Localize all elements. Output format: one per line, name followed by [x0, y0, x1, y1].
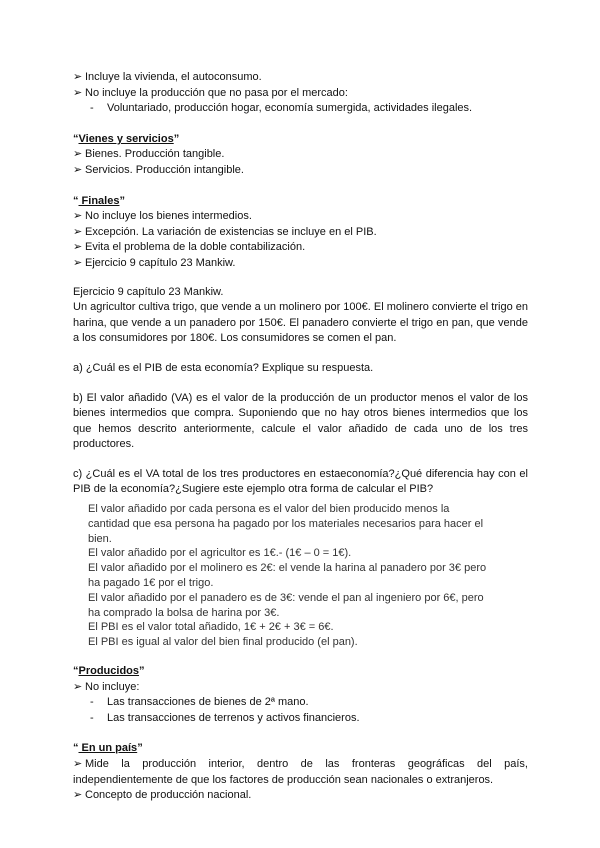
arrow-bullet-icon: ➢: [73, 163, 83, 176]
arrow-bullet-icon: ➢: [73, 256, 83, 269]
answer-line: El PBI es igual al valor del bien final producido (el pan).: [88, 636, 358, 649]
answer-line: El valor añadido por el panadero es de 3€: vende el pan al ingeniero por 6€, pero: [88, 591, 484, 604]
document-page: [73, 70, 528, 804]
list-item: ➢ Servicios. Producción intangible.: [73, 163, 528, 179]
list-item: ➢ Evita el problema de la doble contabilización.: [73, 240, 528, 256]
section-heading-bienes: “Vienes y servicios”: [73, 132, 180, 145]
arrow-bullet-icon: ➢: [73, 210, 83, 223]
arrow-bullet-icon: ➢: [73, 758, 83, 770]
list-item: ➢ No incluye:: [73, 680, 528, 696]
list-item: ➢ Ejercicio 9 capítulo 23 Mankiw.: [73, 256, 528, 272]
arrow-bullet-icon: ➢: [73, 225, 83, 238]
sub-list-item: - Las transacciones de terrenos y activos financieros.: [90, 711, 360, 724]
sub-list-item: - Las transacciones de bienes de 2ª mano.: [90, 696, 309, 709]
arrow-bullet-icon: ➢: [73, 86, 83, 99]
section-heading-finales: “ Finales”: [73, 194, 125, 207]
list-item: ➢ Bienes. Producción tangible.: [73, 147, 528, 163]
answer-line: El PBI es el valor total añadido, 1€ + 2€ + 3€ = 6€.: [88, 621, 334, 634]
answer-line: El valor añadido por el molinero es 2€: el vende la harina al panadero por 3€ pero: [88, 562, 487, 575]
arrow-bullet-icon: ➢: [73, 680, 83, 693]
arrow-bullet-icon: ➢: [73, 241, 83, 254]
list-item: ➢ Concepto de producción nacional.: [73, 788, 528, 804]
section-heading-pais: “ En un país”: [73, 742, 143, 755]
answer-block: [73, 502, 528, 650]
answer-line: El valor añadido por el agricultor es 1€.- (1€ – 0 = 1€).: [88, 547, 352, 560]
question-b: b) El valor añadido (VA) es el valor de la producción de un productor menos el valor de los bienes intermedios que compra. Suponiendo que no hay otros bienes intermedios que los que hemos descrito anteriormente, calcule el valor añadido de cada uno de los tres productores.: [73, 391, 528, 451]
list-item: ➢ Mide la producción interior, dentro de las fronteras geográficas del país, independientemente de que los factores de producción sean nacionales o extranjeros.: [73, 758, 528, 786]
answer-line: cantidad que esa persona ha pagado por los materiales necesarios para hacer el: [88, 517, 484, 530]
arrow-bullet-icon: ➢: [73, 71, 83, 83]
list-item: ➢ No incluye la producción que no pasa por el mercado:: [73, 86, 528, 102]
exercise-heading: Ejercicio 9 capítulo 23 Mankiw.: [73, 285, 224, 298]
list-item: ➢ No incluye los bienes intermedios.: [73, 209, 528, 225]
question-a: a) ¿Cuál es el PIB de esta economía? Explique su respuesta.: [73, 361, 374, 374]
list-item: ➢ Incluye la vivienda, el autoconsumo.: [73, 70, 528, 86]
section-heading-producidos: “Producidos”: [73, 665, 145, 678]
answer-line: bien.: [88, 532, 112, 545]
answer-line: El valor añadido por cada persona es el valor del bien producido menos la: [88, 503, 450, 516]
exercise-statement: Un agricultor cultiva trigo, que vende a un molinero por 100€. El molinero convierte el trigo en harina, que vende a un panadero por 150€. El panadero convierte el trigo en pan, que vende a los consumidores por 180€. Los consumidores se comen el pan.: [73, 301, 528, 345]
answer-line: ha comprado la bolsa de harina por 3€.: [88, 606, 280, 619]
arrow-bullet-icon: ➢: [73, 789, 83, 802]
list-item: ➢ Excepción. La variación de existencias se incluye en el PIB.: [73, 225, 528, 241]
sub-list-item: - Voluntariado, producción hogar, economía sumergida, actividades ilegales.: [90, 102, 473, 115]
arrow-bullet-icon: ➢: [73, 148, 83, 161]
question-c: c) ¿Cuál es el VA total de los tres productores en estaeconomía?¿Qué diferencia hay con el PIB de la economía?¿Sugiere este ejemplo otra forma de calcular el PIB?: [73, 467, 528, 496]
answer-line: ha pagado 1€ por el trigo.: [88, 577, 214, 590]
